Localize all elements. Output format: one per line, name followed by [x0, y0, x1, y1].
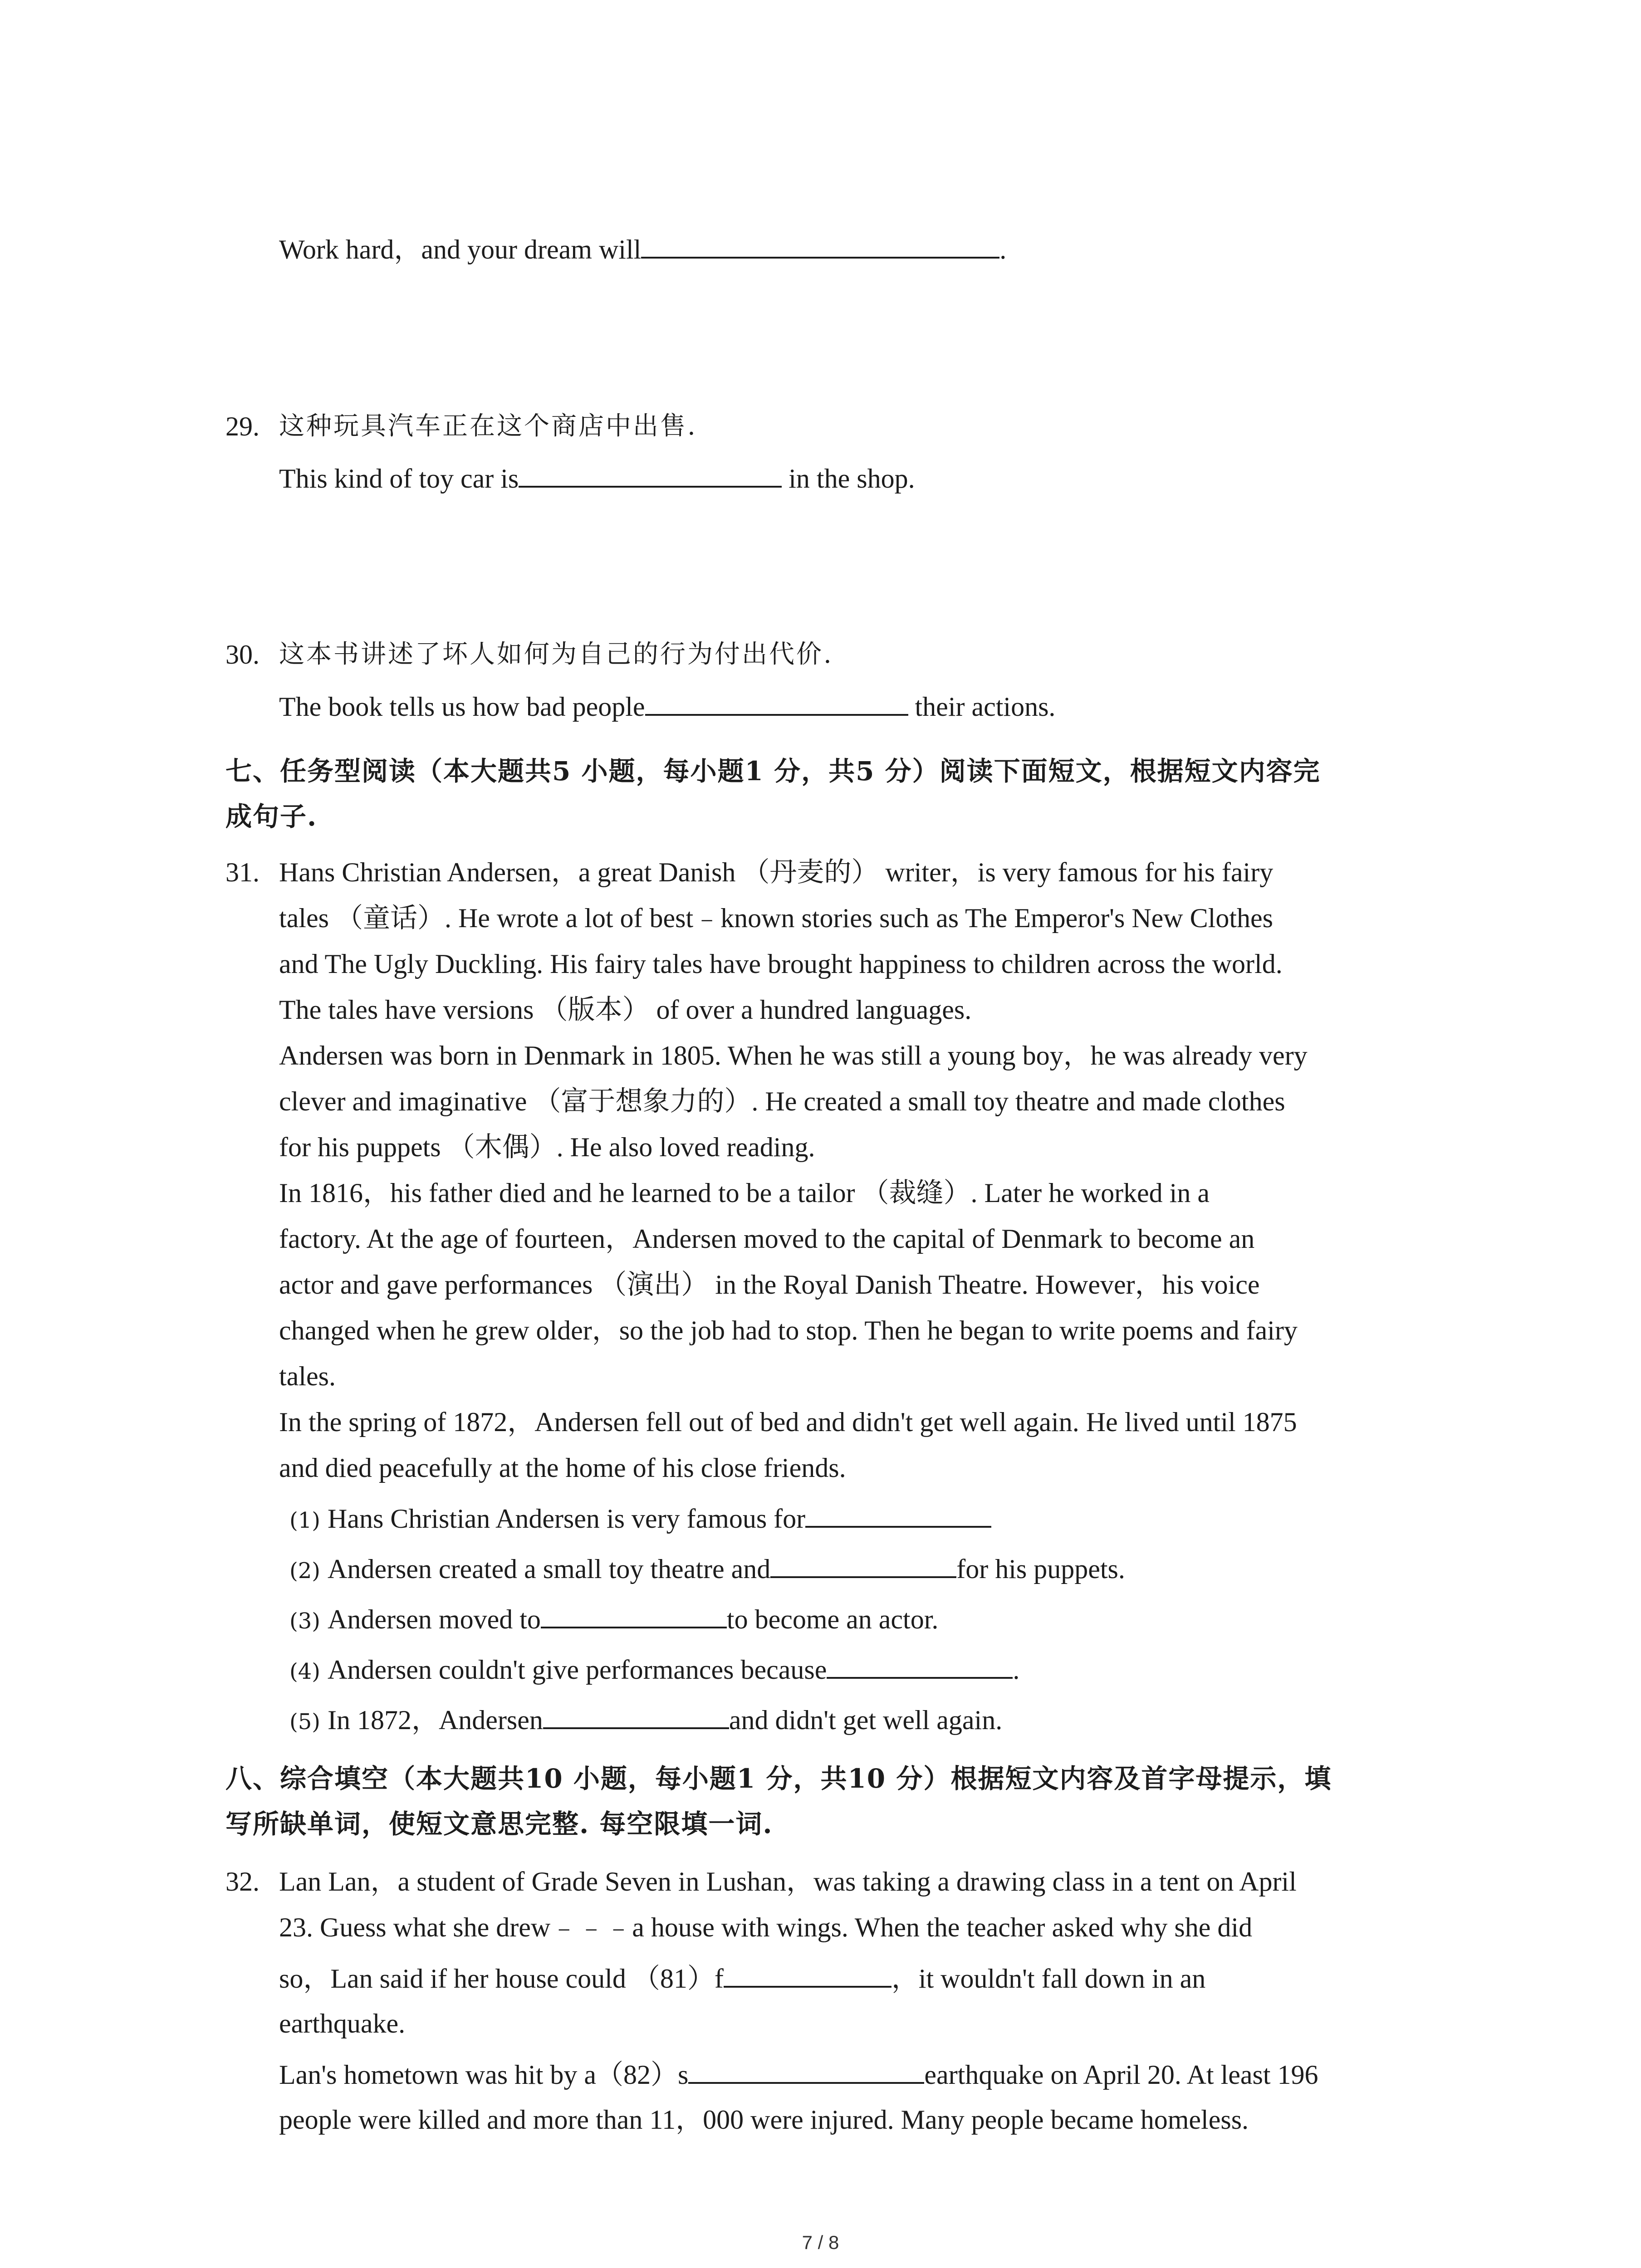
sub-text-a: Andersen couldn't give performances because: [328, 1655, 827, 1685]
sub-text-a: Hans Christian Andersen is very famous for: [328, 1504, 806, 1534]
q28-end: .: [999, 235, 1007, 264]
q31-sub-1: [289, 1501, 991, 1538]
q28-blank[interactable]: [641, 231, 999, 259]
q32-line: 23. Guess what she drew﹣﹣﹣a house with wings. When the teacher asked why she did: [279, 1912, 1253, 1942]
q29-chinese: 这种玩具汽车正在这个商店中出售.: [279, 411, 697, 441]
q32-blank-81[interactable]: [724, 1960, 892, 1988]
sub-text-a: Andersen moved to: [328, 1604, 541, 1634]
q31-line: Andersen was born in Denmark in 1805. When he was still a young boy，he was already very: [279, 1041, 1308, 1070]
sub-text-a: Andersen created a small toy theatre and: [328, 1554, 771, 1584]
q32-text-b: earthquake on April 20. At least 196: [924, 2060, 1318, 2090]
q29-number: 29.: [225, 411, 260, 441]
q32-text-b: ，it wouldn't fall down in an: [891, 1964, 1206, 1994]
q32-line: Lan Lan，a student of Grade Seven in Lushan，was taking a drawing class in a tent on April: [279, 1867, 1297, 1897]
q31-line: Hans Christian Andersen，a great Danish （丹麦的） writer，is very famous for his fairy: [279, 857, 1274, 887]
q31-line: for his puppets （木偶）. He also loved reading.: [279, 1132, 815, 1162]
q32-line: [279, 2057, 1318, 2092]
page-number: 7 / 8: [802, 2232, 839, 2253]
q32-line: earthquake.: [279, 2009, 406, 2038]
q28-text: Work hard，and your dream will: [279, 235, 642, 264]
q31-line: In 1816，his father died and he learned to be a tailor （裁缝）. Later he worked in a: [279, 1178, 1210, 1208]
q31-line: clever and imaginative （富于想象力的）. He created a small toy theatre and made clothes: [279, 1086, 1285, 1116]
q31-number: 31.: [225, 857, 260, 887]
sub-text-b: and didn't get well again.: [729, 1705, 1003, 1735]
sub-blank[interactable]: [827, 1652, 1013, 1679]
section7-heading-line1: 七、任务型阅读（本大题共5 小题，每小题1 分，共5 分）阅读下面短文，根据短文内容完: [225, 756, 1321, 787]
q31-line: changed when he grew older，so the job had to stop. Then he began to write poems and fairy: [279, 1315, 1298, 1345]
section8-heading-line1: 八、综合填空（本大题共10 小题，每小题1 分，共10 分）根据短文内容及首字母提示，填: [225, 1763, 1332, 1794]
q31-line: and died peacefully at the home of his close friends.: [279, 1453, 846, 1483]
q31-line: factory. At the age of fourteen，Andersen moved to the capital of Denmark to become an: [279, 1224, 1255, 1254]
q29-blank[interactable]: [519, 460, 782, 488]
q30-text-a: The book tells us how bad people: [279, 692, 645, 722]
q29-text-b: in the shop.: [782, 464, 915, 494]
sub-text-b: for his puppets.: [956, 1554, 1125, 1584]
q31-line: tales （童话）. He wrote a lot of best﹣known stories such as The Emperor's New Clothes: [279, 903, 1273, 933]
q30-text-b: their actions.: [908, 692, 1056, 722]
q32-line: people were killed and more than 11，000 were injured. Many people became homeless.: [279, 2105, 1249, 2135]
sub-number: (3): [289, 1608, 320, 1634]
q31-line: actor and gave performances （演出） in the Royal Danish Theatre. However，his voice: [279, 1270, 1260, 1300]
q31-line: and The Ugly Duckling. His fairy tales have brought happiness to children across the world.: [279, 949, 1283, 979]
q32-line: [279, 1960, 1205, 1996]
sub-blank[interactable]: [543, 1702, 729, 1729]
q32-text-a: so，Lan said if her house could （81）f: [279, 1964, 724, 1994]
q28-sentence: [279, 231, 1006, 267]
sub-text-a: In 1872，Andersen: [328, 1705, 543, 1735]
q31-line: tales.: [279, 1361, 336, 1391]
section7-heading-line2: 成句子.: [225, 801, 318, 832]
q30-chinese: 这本书讲述了坏人如何为自己的行为付出代价.: [279, 640, 833, 669]
sub-number: (5): [289, 1709, 320, 1735]
q31-sub-4: [289, 1652, 1019, 1689]
q30-blank[interactable]: [645, 689, 908, 716]
q32-blank-82[interactable]: [688, 2057, 924, 2084]
q31-sub-5: [289, 1702, 1002, 1739]
q31-line: In the spring of 1872，Andersen fell out of bed and didn't get well again. He lived until 1875: [279, 1407, 1297, 1437]
q31-sub-3: [289, 1601, 938, 1638]
sub-text-b: .: [1013, 1655, 1020, 1685]
sub-text-b: to become an actor.: [726, 1604, 939, 1634]
q30-english: [279, 689, 1055, 724]
q31-line: The tales have versions （版本） of over a hundred languages.: [279, 995, 972, 1025]
sub-blank[interactable]: [541, 1601, 727, 1628]
sub-number: (4): [289, 1659, 320, 1684]
sub-number: (2): [289, 1558, 320, 1584]
sub-blank[interactable]: [805, 1501, 991, 1528]
q29-text-a: This kind of toy car is: [279, 464, 519, 494]
q32-number: 32.: [225, 1867, 260, 1897]
q31-sub-2: [289, 1551, 1125, 1588]
section8-heading-line2: 写所缺单词，使短文意思完整. 每空限填一词.: [225, 1809, 773, 1839]
sub-blank[interactable]: [770, 1551, 956, 1578]
sub-number: (1): [289, 1508, 320, 1533]
q30-number: 30.: [225, 640, 260, 670]
q32-text-a: Lan's hometown was hit by a（82）s: [279, 2060, 689, 2090]
q29-english: [279, 460, 915, 496]
